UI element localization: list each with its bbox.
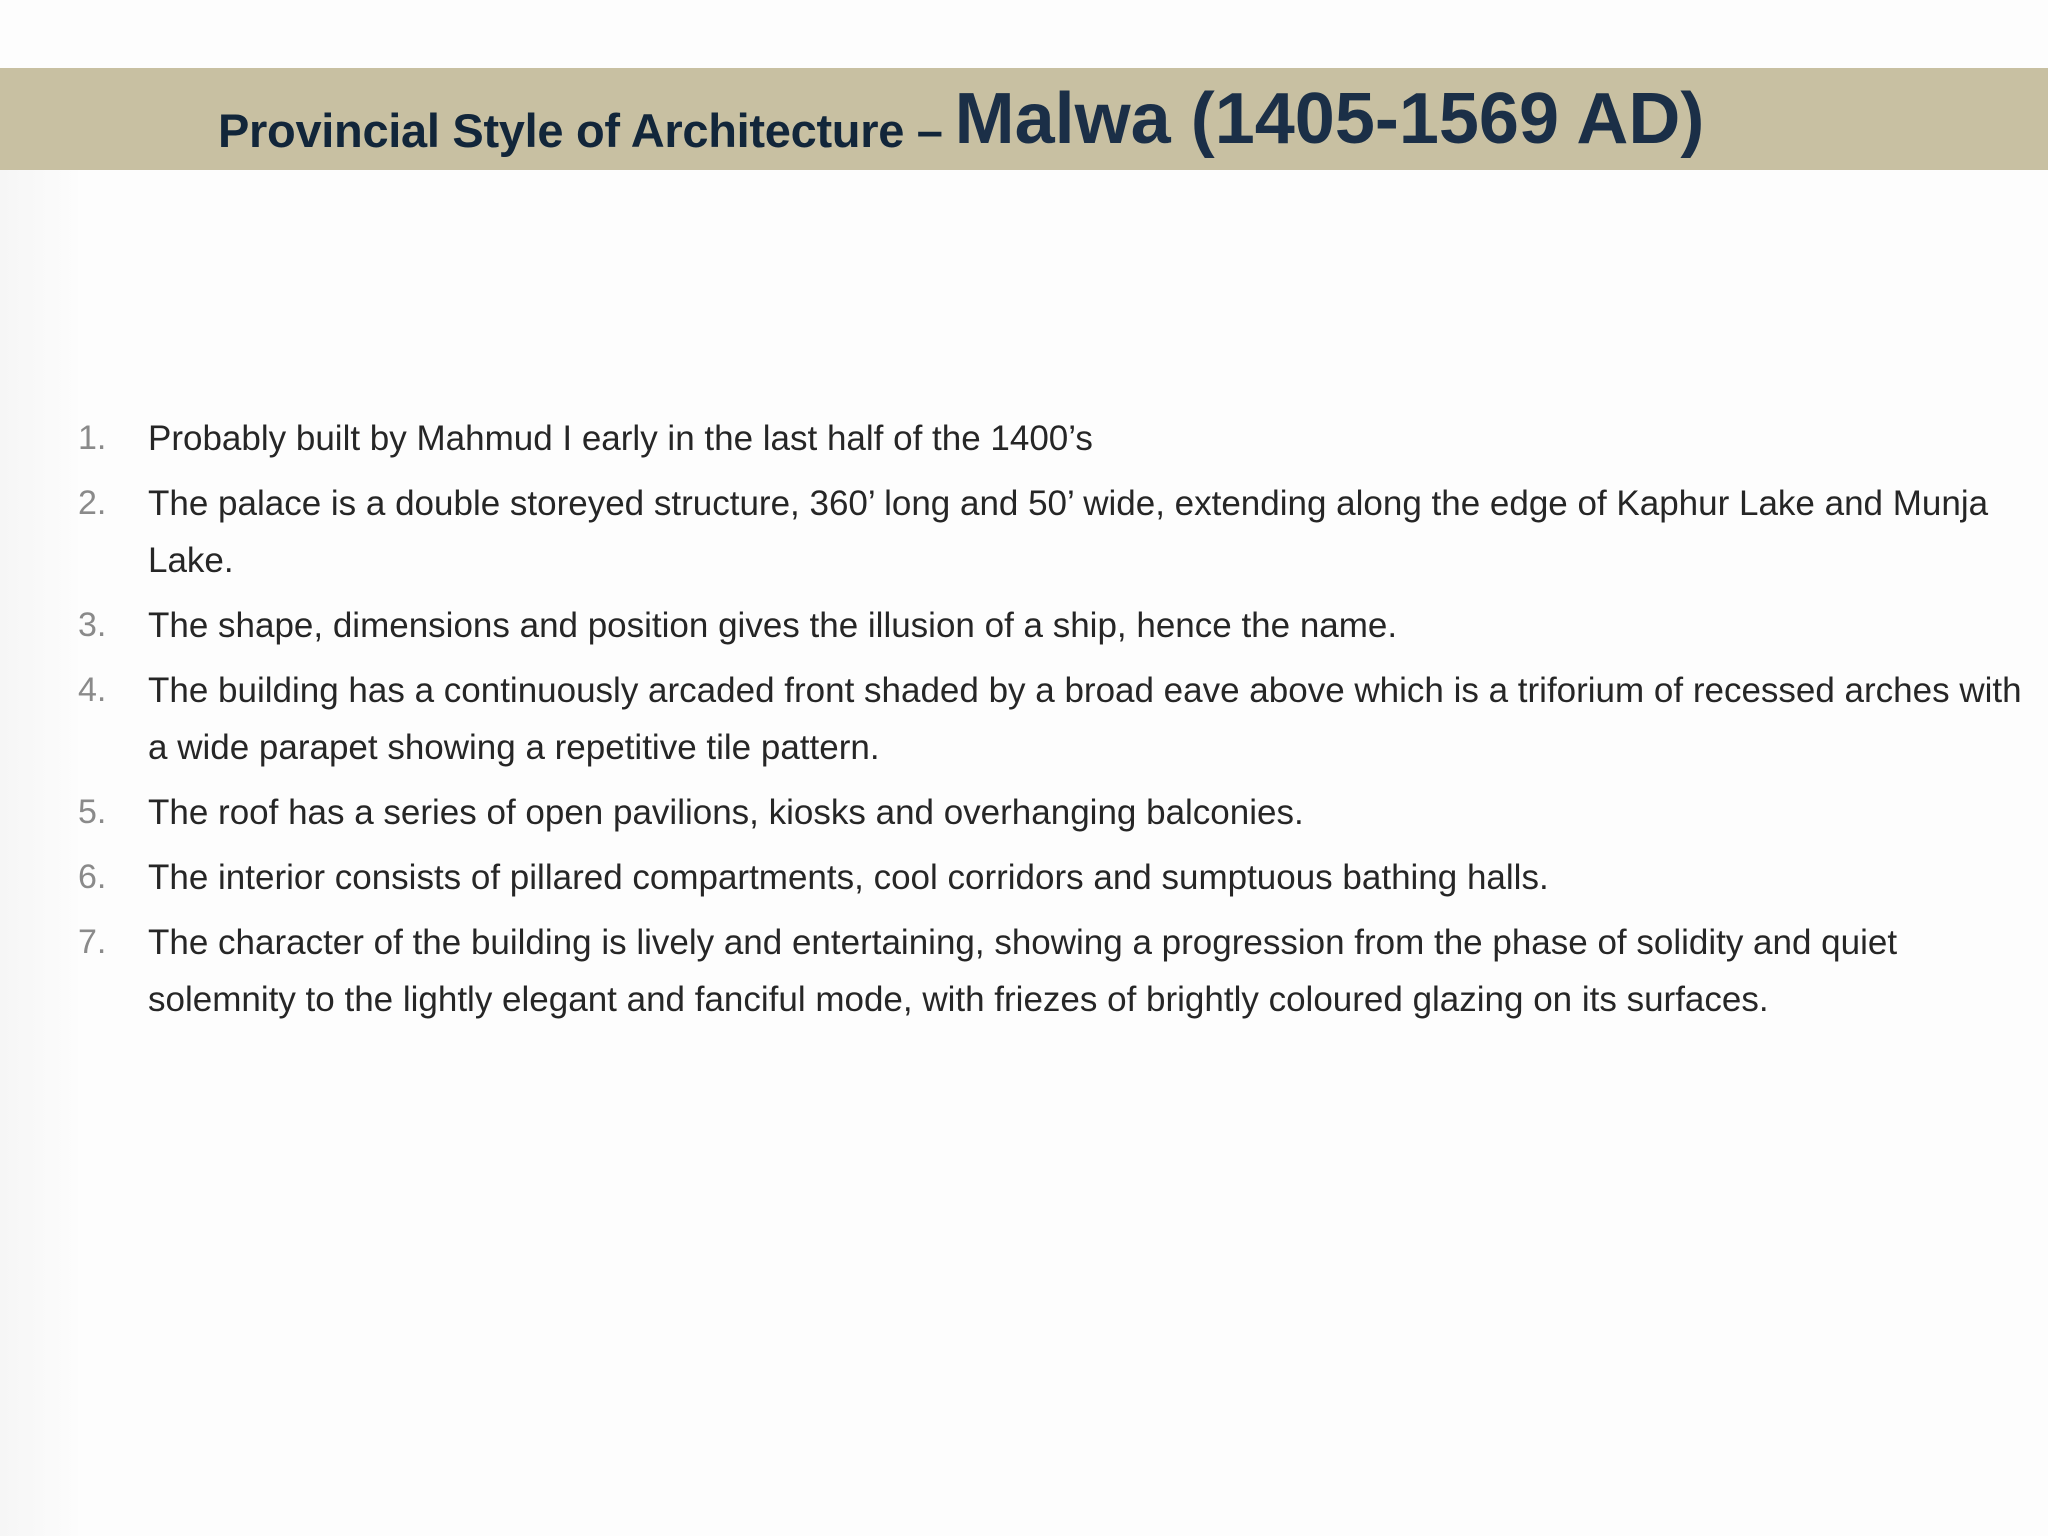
list-item-text: The palace is a double storeyed structure, 360’ long and 50’ wide, extending along the edge of Kaphur Lake and Munja Lake. <box>148 484 1989 580</box>
slide-left-shade <box>0 170 78 1536</box>
list-item-number: 1. <box>78 419 107 457</box>
list-item <box>76 410 2036 467</box>
list-item-number: 2. <box>78 484 107 522</box>
list-item-number: 7. <box>78 923 107 961</box>
slide-title <box>218 68 1704 170</box>
list-item-text: The roof has a series of open pavilions, kiosks and overhanging balconies. <box>148 793 1304 832</box>
list-item-number: 5. <box>78 793 107 831</box>
list-item <box>76 914 2036 1028</box>
list-item <box>76 784 2036 841</box>
list-item-number: 6. <box>78 858 107 896</box>
list-item-number: 4. <box>78 671 107 709</box>
list-item-number: 3. <box>78 606 107 644</box>
list-item-text: The interior consists of pillared compartments, cool corridors and sumptuous bathing halls. <box>148 858 1549 897</box>
list-item <box>76 849 2036 906</box>
list-item-text: Probably built by Mahmud I early in the last half of the 1400’s <box>148 419 1093 458</box>
title-prefix: Provincial Style of Architecture – <box>218 103 943 157</box>
point-list <box>76 410 2036 1036</box>
list-item <box>76 662 2036 776</box>
list-item-text: The shape, dimensions and position gives the illusion of a ship, hence the name. <box>148 606 1398 645</box>
title-main: Malwa (1405-1569 AD) <box>954 79 1705 159</box>
list-item <box>76 475 2036 589</box>
list-item-text: The character of the building is lively and entertaining, showing a progression from the phase of solidity and quiet solemnity to the lightly elegant and fanciful mode, with friezes of brightly coloured glazing on its surfaces. <box>148 923 1898 1019</box>
list-item <box>76 597 2036 654</box>
list-item-text: The building has a continuously arcaded front shaded by a broad eave above which is a triforium of recessed arches with a wide parapet showing a repetitive tile pattern. <box>148 671 2022 767</box>
